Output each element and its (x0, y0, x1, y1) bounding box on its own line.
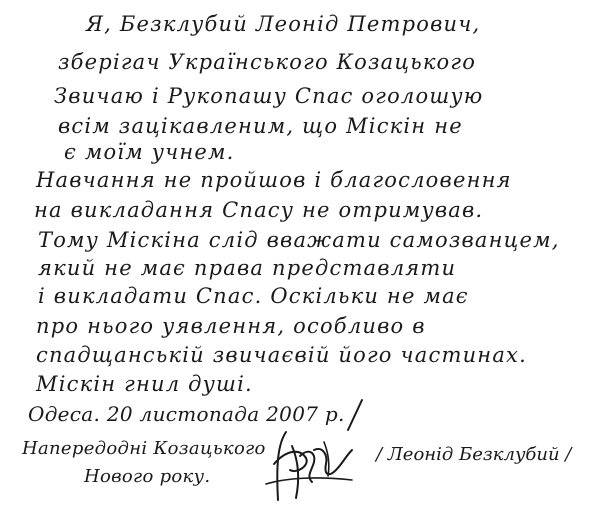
letter-line-3: Звичаю і Рукопашу Спас оголошую (54, 84, 484, 108)
letter-line-6: Навчання не пройшов і благословення (36, 168, 512, 192)
letter-line-12: спадщанській звичаєвій його частинах. (36, 343, 527, 367)
letter-line-1: Я, Безклубий Леонід Петрович, (86, 12, 481, 36)
letter-line-11: про нього уявлення, особливо в (36, 314, 426, 338)
letter-line-8: Тому Міскіна слід вважати самозванцем, (38, 228, 560, 252)
note-line-1: Напередодні Козацького (22, 438, 266, 459)
letter-date: Одеса. 20 листопада 2007 р. (28, 402, 345, 426)
letter-line-5: є моїм учнем. (64, 140, 235, 164)
signature-name: / Леонід Безклубий / (376, 444, 572, 465)
letter-line-4: всім зацікавленим, що Міскін не (58, 114, 463, 138)
note-line-2: Нового року. (84, 466, 211, 487)
handwritten-signature (256, 420, 366, 506)
letter-line-13: Міскін гнил душі. (36, 372, 253, 396)
letter-line-10: і викладати Спас. Оскільки не має (38, 284, 469, 308)
letter-line-7: на викладання Спасу не отримував. (34, 198, 484, 222)
letter-line-9: який не має права представляти (38, 256, 457, 280)
letter-line-2: зберігач Українського Козацького (58, 50, 477, 74)
